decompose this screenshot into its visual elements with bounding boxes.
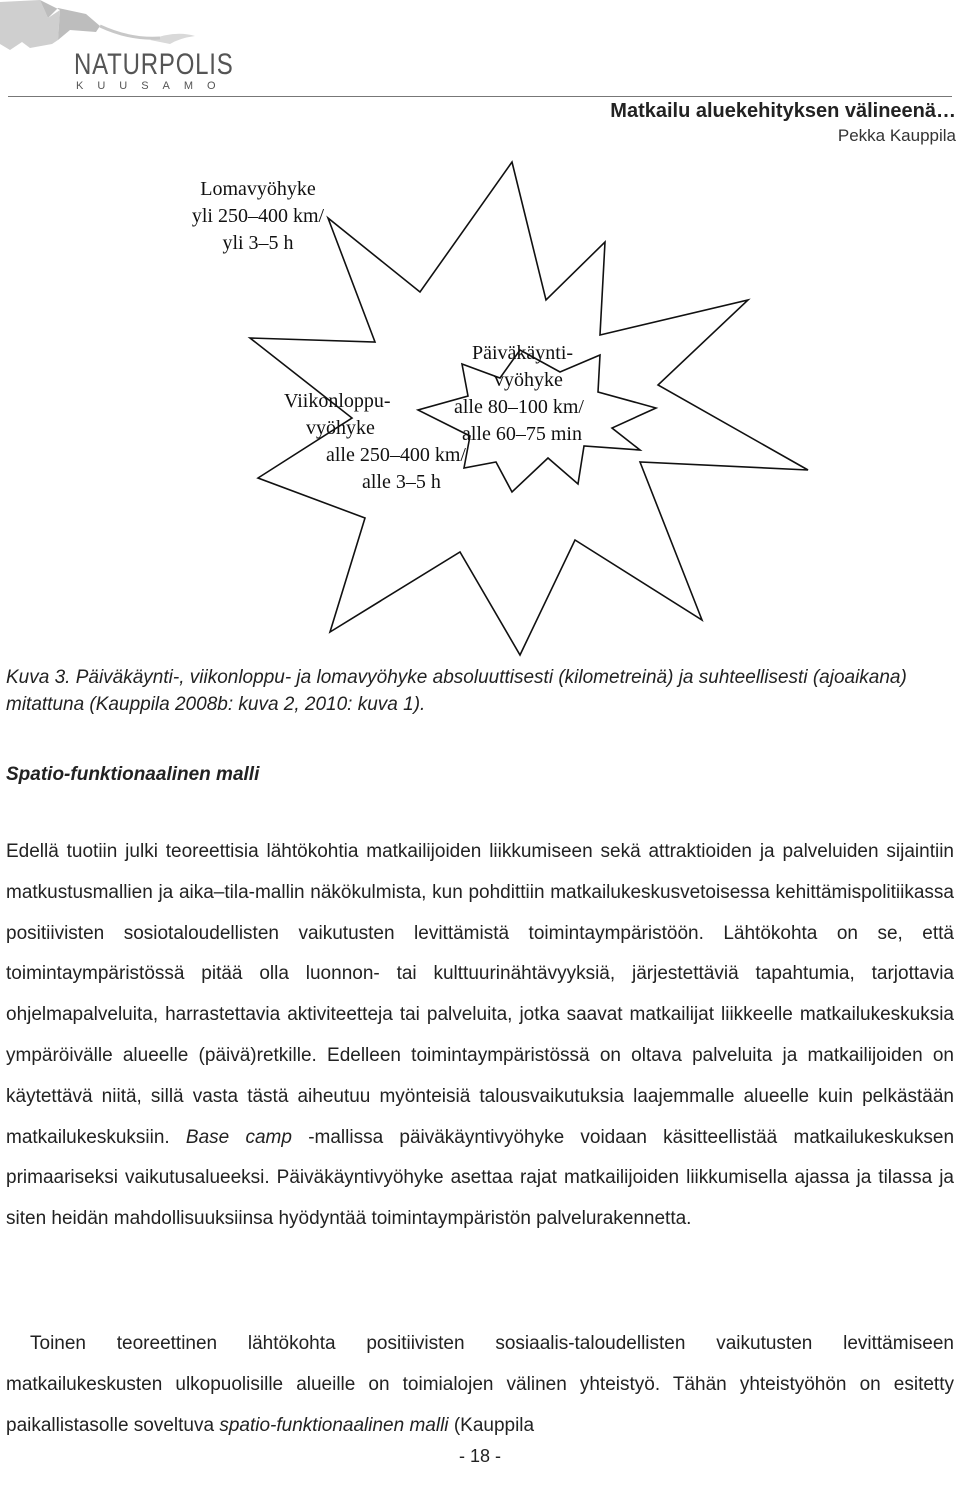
running-title: Matkailu aluekehityksen välineenä…	[610, 100, 956, 122]
figure-caption: Kuva 3. Päiväkäynti-, viikonloppu- ja lomavyöhyke absoluuttisesti (kilometreinä) ja suhteellisesti (ajoaikana) mitattuna (Kauppila 2008b: kuva 2, 2010: kuva 1).	[6, 667, 907, 715]
zone-diagram	[0, 150, 960, 660]
header-rule	[8, 96, 952, 97]
holiday-zone-label: Lomavyöhyke yli 250–400 km/ yli 3–5 h	[191, 178, 325, 254]
paragraph-2-text-cont: (Kauppila	[453, 1414, 535, 1436]
paragraph-1-text: Edellä tuotiin julki teoreettisia lähtökohtia matkailijoiden liikkumiseen sekä attraktioiden ja palveluiden sijaintiin matkustusmallien ja aika–tila-mallin näkökulmista, kun pohdittiin matkailukeskusvetoisessa kehittämispolitiikassa positiivisten sosiotaloudellisten vaikutusten levittämistä toimintaympäristöön. Lähtökohta on se, että toimintaympäristössä pitää olla luonnon- tai kulttuurinähtävyyksiä, järjestettäviä tapahtumia, tarjottavia ohjelmapalveluita, harrastettavia aktiviteetteja tai palveluita, jotka saavat matkailijat liikkeelle matkailukeskuksia ympäröivälle alueelle (päivä)retkille. Edelleen toimintaympäristössä on oltava palveluita ja matkailijoiden on käytettävä niitä, sillä vasta tästä aiheutuu myönteisiä talousvaikutuksia laajemmalle alueelle kuin pelkästään matkailukeskuksiin.	[6, 841, 954, 1148]
paragraph-2	[6, 1324, 954, 1446]
paragraph-2-italic: spatio-funktionaalinen malli	[219, 1414, 449, 1436]
page-number: - 18 -	[458, 1446, 501, 1466]
day-trip-zone-label: Päiväkäynti- vyöhyke alle 80–100 km/ alle 60–75 min	[454, 342, 584, 445]
paragraph-1	[6, 832, 954, 1240]
paragraph-1-italic: Base camp	[185, 1126, 292, 1148]
logo-subtext: KUUSAMO	[76, 80, 230, 92]
paragraph-1-text-cont: -mallissa päiväkäyntivyöhyke voidaan käsitteellistää matkailukeskuksen primaariseksi vaikutusalueeksi. Päiväkäyntivyöhyke asettaa rajat matkailijoiden liikkumisella ajassa ja tilassa ja siten heidän mahdollisuuksiinsa hyödyntää toimintaympäristön palvelurakennetta.	[6, 1126, 955, 1230]
logo-text: NATURPOLIS	[74, 48, 234, 81]
running-author: Pekka Kauppila	[837, 126, 956, 145]
weekend-zone-label: Viikonloppu- vyöhyke alle 250–400 km/ alle 3–5 h	[284, 390, 466, 493]
section-heading: Spatio-funktionaalinen malli	[6, 764, 260, 785]
naturpolis-logo	[0, 0, 260, 100]
paragraph-2-text: Toinen teoreettinen lähtökohta positiivisten sosiaalis-taloudellisten vaikutusten levittämiseen matkailukeskusten ulkopuolisille alueille on toimialojen välinen yhteistyö. Tähän yhteistyöhön on esitetty paikallistasolle soveltuva	[6, 1333, 954, 1436]
